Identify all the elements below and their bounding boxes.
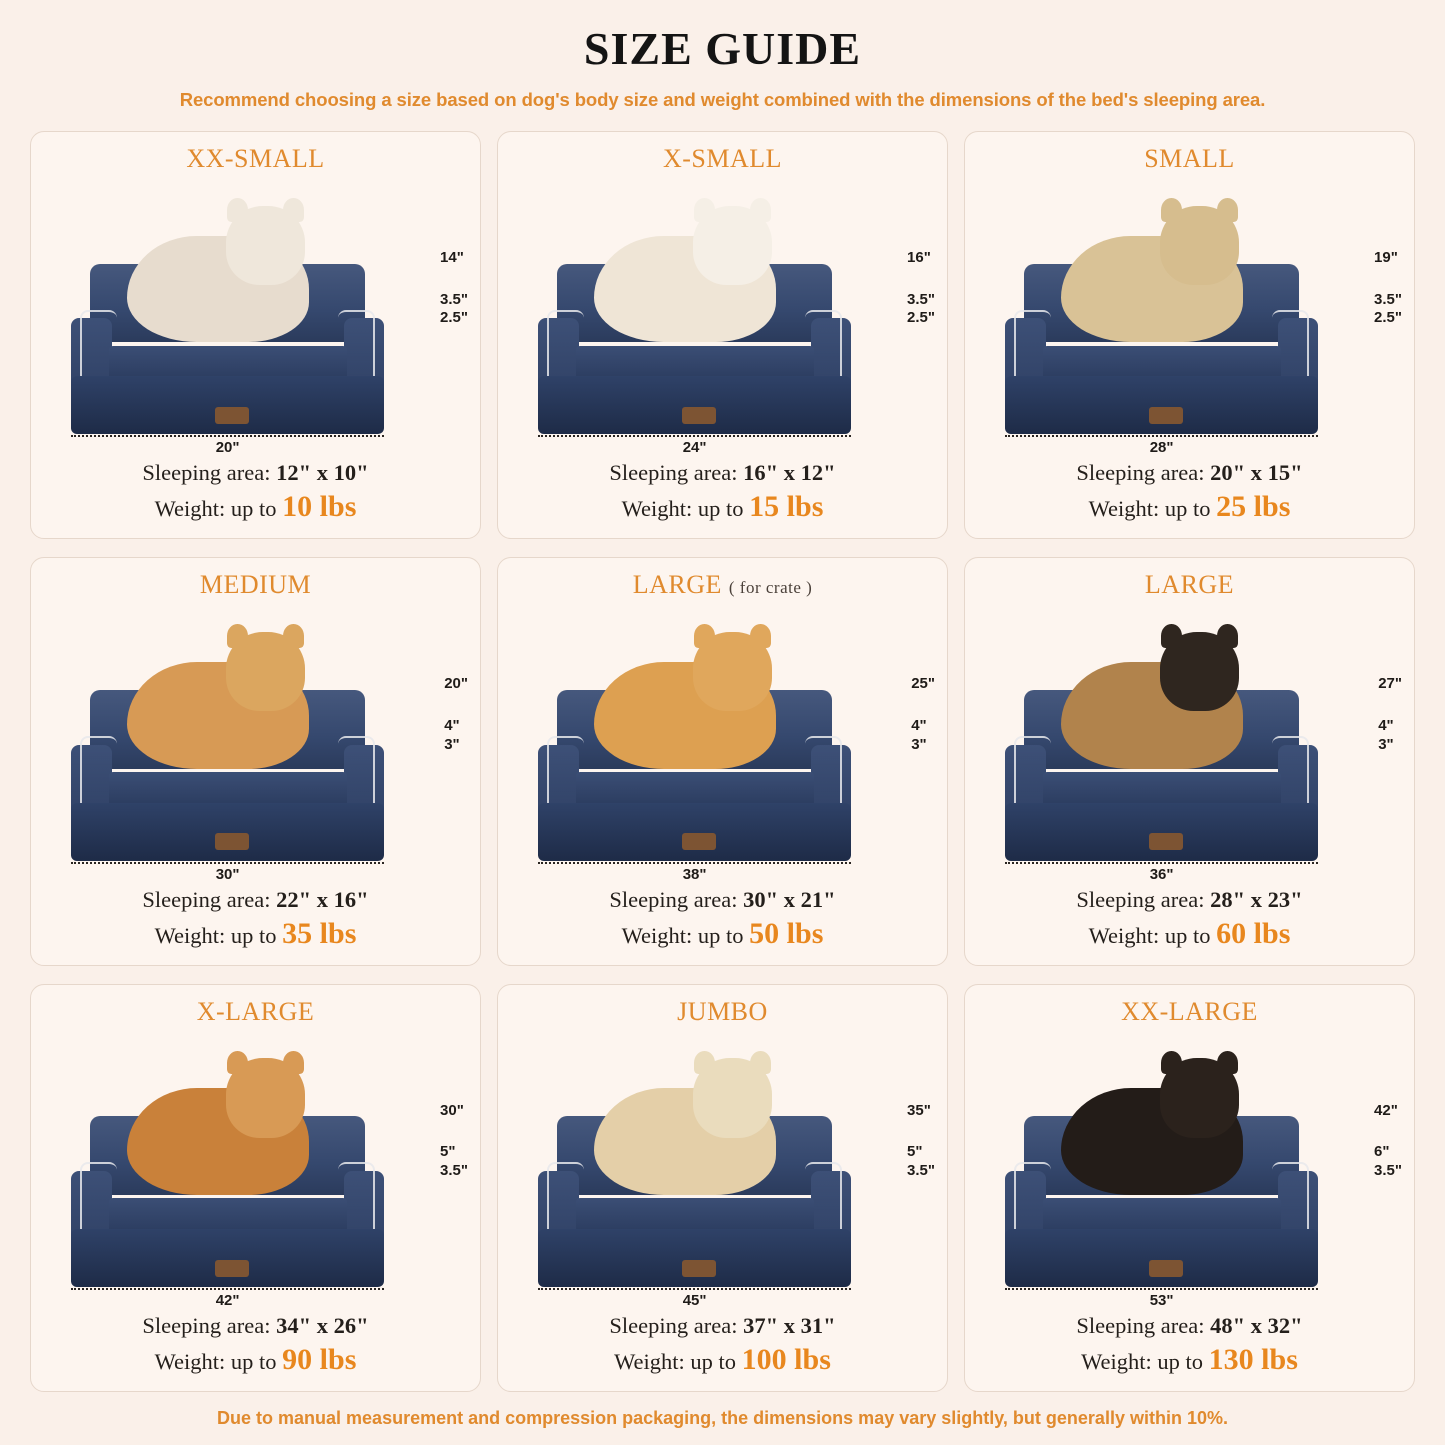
dog-head: [226, 206, 306, 285]
size-specs: [975, 1313, 1404, 1381]
dog-figure: [1061, 206, 1243, 342]
size-name: X-SMALL: [662, 144, 783, 173]
dimension-length: 24": [538, 435, 851, 456]
size-card: [964, 557, 1415, 965]
dimension-width: 35": [907, 1101, 931, 1119]
bed-piping-left: [1014, 310, 1050, 384]
bed-base: [538, 1229, 851, 1287]
sleeping-area-label: Sleeping area:: [142, 460, 277, 486]
bed-base: [71, 376, 384, 434]
bed-base: [71, 1229, 384, 1287]
dimension-width: 42": [1374, 1101, 1398, 1119]
size-specs: [41, 1313, 470, 1381]
dog-ear-right: [1217, 198, 1238, 222]
dog-head: [693, 206, 773, 285]
weight-row: [41, 1343, 470, 1377]
dimension-width: 20": [444, 675, 468, 693]
sleeping-area-value: 16" x 12": [743, 460, 836, 486]
brand-tag: [682, 1260, 716, 1277]
sleeping-area-value: 48" x 32": [1210, 1313, 1303, 1338]
dog-figure: [594, 1058, 776, 1194]
height-dimensions: [1374, 250, 1402, 326]
dimension-height: 6": [1374, 1143, 1390, 1161]
dog-ear-left: [1161, 624, 1182, 648]
dog-ear-left: [1161, 198, 1182, 222]
dog-bed-graphic: [71, 690, 384, 861]
size-specs: [41, 887, 470, 955]
sleeping-area-row: [975, 460, 1404, 486]
weight-value: 130 lbs: [1208, 1343, 1298, 1376]
dog-figure: [127, 206, 309, 342]
dog-figure: [594, 632, 776, 768]
size-card-title: [1144, 144, 1235, 174]
dog-head: [1160, 1058, 1240, 1137]
sleeping-area-label: Sleeping area:: [1076, 886, 1211, 912]
brand-tag: [682, 407, 716, 424]
page-title: SIZE GUIDE: [583, 23, 862, 74]
sleeping-area-label: Sleeping area:: [1076, 460, 1211, 486]
bed-base: [1005, 803, 1318, 861]
weight-label: Weight: up to: [621, 496, 750, 522]
bed-piping-right: [1272, 736, 1308, 810]
dimension-width: 25": [911, 675, 935, 693]
size-card-grid: [30, 131, 1415, 1392]
bed-piping-right: [805, 736, 841, 810]
dimension-depth: 3.5": [440, 1162, 468, 1180]
bed-piping-left: [80, 310, 116, 384]
height-dimensions: [907, 250, 935, 326]
size-card: [964, 131, 1415, 539]
size-card: [497, 131, 948, 539]
height-dimensions: [1378, 676, 1402, 752]
weight-value: 100 lbs: [741, 1343, 831, 1376]
weight-row: [41, 917, 470, 951]
size-card-title: [677, 997, 768, 1027]
weight-label: Weight: up to: [1081, 1349, 1209, 1374]
dimension-length: 45": [538, 1288, 851, 1309]
size-card-title: [1121, 997, 1258, 1027]
size-card: [30, 131, 481, 539]
height-dimensions: [444, 676, 468, 752]
dog-ear-right: [750, 198, 771, 222]
bed-piping-right: [338, 1162, 374, 1236]
dog-head: [693, 1058, 773, 1137]
bed-piping-right: [1272, 1162, 1308, 1236]
dog-head: [693, 632, 773, 711]
dog-ear-right: [283, 198, 304, 222]
sleeping-area-row: [41, 887, 470, 913]
size-specs: [975, 460, 1404, 528]
size-card-title: [1145, 570, 1234, 600]
weight-value: 15 lbs: [749, 490, 824, 524]
dog-figure: [594, 206, 776, 342]
size-name: MEDIUM: [199, 570, 312, 600]
weight-label: Weight: up to: [154, 922, 283, 948]
height-dimensions: [907, 1103, 935, 1179]
dimension-length: 38": [538, 862, 851, 883]
bed-piping-right: [338, 736, 374, 810]
bed-illustration: [41, 176, 470, 460]
bed-illustration: [41, 602, 470, 886]
sleeping-area-value: 34" x 26": [276, 1313, 369, 1338]
dog-bed-graphic: [1005, 264, 1318, 435]
bed-piping-left: [547, 310, 583, 384]
bed-piping-left: [1014, 1162, 1050, 1236]
height-dimensions: [440, 1103, 468, 1179]
dimension-length: 42": [71, 1288, 384, 1309]
sleeping-area-row: [975, 1313, 1404, 1339]
weight-label: Weight: up to: [1088, 922, 1217, 948]
footer-note: Due to manual measurement and compression packaging, the dimensions may vary slightly, but generally within 10%.: [217, 1408, 1228, 1428]
brand-tag: [1149, 833, 1183, 850]
dog-figure: [127, 1058, 309, 1194]
dog-bed-graphic: [538, 1116, 851, 1287]
dimension-length: 53": [1005, 1288, 1318, 1309]
sleeping-area-row: [508, 887, 937, 913]
weight-value: 35 lbs: [282, 916, 357, 950]
dimension-depth: 2.5": [440, 309, 468, 327]
height-dimensions: [911, 676, 935, 752]
dog-ear-right: [750, 1051, 771, 1075]
weight-value: 90 lbs: [282, 1343, 357, 1376]
sleeping-area-label: Sleeping area:: [609, 460, 744, 486]
size-specs: [508, 1313, 937, 1381]
sleeping-area-row: [975, 887, 1404, 913]
sleeping-area-label: Sleeping area:: [142, 1313, 277, 1338]
bed-piping-left: [80, 1162, 116, 1236]
brand-tag: [682, 833, 716, 850]
dog-ear-right: [283, 1051, 304, 1075]
brand-tag: [1149, 1260, 1183, 1277]
dog-ear-left: [1161, 1051, 1182, 1075]
sleeping-area-label: Sleeping area:: [142, 886, 277, 912]
dimension-depth: 2.5": [1374, 309, 1402, 327]
weight-row: [975, 490, 1404, 524]
sleeping-area-value: 20" x 15": [1210, 460, 1303, 486]
bed-base: [538, 803, 851, 861]
sleeping-area-label: Sleeping area:: [609, 886, 744, 912]
dog-figure: [1061, 632, 1243, 768]
weight-row: [508, 490, 937, 524]
weight-row: [975, 1343, 1404, 1377]
bed-illustration: [508, 176, 937, 460]
dog-bed-graphic: [1005, 690, 1318, 861]
weight-label: Weight: up to: [614, 1349, 742, 1374]
weight-row: [41, 490, 470, 524]
dog-figure: [1061, 1058, 1243, 1194]
bed-illustration: [508, 1029, 937, 1313]
dog-ear-left: [694, 624, 715, 648]
bed-piping-right: [1272, 310, 1308, 384]
weight-label: Weight: up to: [154, 496, 283, 522]
size-card: [497, 557, 948, 965]
weight-row: [508, 1343, 937, 1377]
bed-illustration: [975, 1029, 1404, 1313]
weight-row: [975, 917, 1404, 951]
dimension-height: 3.5": [907, 290, 935, 308]
dimension-depth: 3.5": [907, 1162, 935, 1180]
sleeping-area-label: Sleeping area:: [1076, 1313, 1211, 1338]
size-name: XX-SMALL: [186, 144, 325, 173]
bed-illustration: [41, 1029, 470, 1313]
dimension-height: 3.5": [1374, 290, 1402, 308]
size-card: [497, 984, 948, 1392]
size-card: [30, 984, 481, 1392]
bed-piping-right: [805, 310, 841, 384]
dog-head: [226, 1058, 306, 1137]
weight-row: [508, 917, 937, 951]
bed-base: [538, 376, 851, 434]
sleeping-area-row: [508, 460, 937, 486]
dimension-height: 5": [440, 1143, 456, 1161]
weight-label: Weight: up to: [621, 922, 750, 948]
brand-tag: [215, 833, 249, 850]
size-name: XX-LARGE: [1121, 996, 1258, 1026]
bed-base: [71, 803, 384, 861]
dog-ear-right: [1217, 1051, 1238, 1075]
sleeping-area-value: 28" x 23": [1210, 886, 1303, 912]
size-card: [30, 557, 481, 965]
sleeping-area-value: 30" x 21": [743, 886, 836, 912]
size-card-title: [633, 570, 813, 600]
dimension-length: 30": [71, 862, 384, 883]
dimension-width: 30": [440, 1101, 464, 1119]
dog-ear-right: [750, 624, 771, 648]
bed-illustration: [508, 602, 937, 886]
dimension-height: 4": [1378, 717, 1394, 734]
dog-ear-right: [1217, 624, 1238, 648]
dog-head: [1160, 206, 1240, 285]
dog-ear-left: [227, 624, 248, 648]
dimension-depth: 2.5": [907, 309, 935, 327]
size-card-title: [663, 144, 782, 174]
dimension-width: 16": [907, 248, 931, 266]
dog-ear-right: [283, 624, 304, 648]
size-specs: [41, 460, 470, 528]
dimension-depth: 3.5": [1374, 1162, 1402, 1180]
size-name: LARGE: [1144, 570, 1235, 600]
page-subtitle: Recommend choosing a size based on dog's body size and weight combined with the dimensions of the bed's sleeping area.: [179, 89, 1266, 110]
dimension-height: 4": [911, 717, 927, 734]
sleeping-area-label: Sleeping area:: [609, 1313, 744, 1338]
size-name: SMALL: [1144, 144, 1235, 173]
weight-value: 60 lbs: [1216, 916, 1291, 950]
weight-value: 25 lbs: [1216, 490, 1291, 524]
bed-piping-left: [1014, 736, 1050, 810]
size-specs: [508, 460, 937, 528]
size-specs: [975, 887, 1404, 955]
dimension-depth: 3": [1378, 735, 1394, 753]
dimension-depth: 3": [444, 735, 460, 753]
bed-illustration: [975, 176, 1404, 460]
bed-illustration: [975, 602, 1404, 886]
dog-head: [226, 632, 306, 711]
dimension-width: 27": [1378, 675, 1402, 693]
size-card-title: [186, 144, 324, 174]
brand-tag: [1149, 407, 1183, 424]
bed-piping-right: [338, 310, 374, 384]
dog-ear-left: [227, 1051, 248, 1075]
dimension-height: 5": [907, 1143, 923, 1161]
bed-base: [1005, 376, 1318, 434]
size-card: [964, 984, 1415, 1392]
size-name: LARGE: [632, 570, 722, 600]
bed-piping-right: [805, 1162, 841, 1236]
size-specs: [508, 887, 937, 955]
bed-piping-left: [547, 736, 583, 810]
brand-tag: [215, 1260, 249, 1277]
weight-label: Weight: up to: [154, 1349, 283, 1374]
bed-piping-left: [547, 1162, 583, 1236]
bed-piping-left: [80, 736, 116, 810]
dimension-height: 3.5": [440, 290, 468, 308]
dimension-depth: 3": [911, 735, 927, 753]
brand-tag: [215, 407, 249, 424]
dog-bed-graphic: [1005, 1116, 1318, 1287]
size-name: X-LARGE: [196, 996, 315, 1026]
dimension-length: 36": [1005, 862, 1318, 883]
sleeping-area-row: [41, 460, 470, 486]
size-name: JUMBO: [677, 996, 768, 1026]
weight-value: 10 lbs: [282, 490, 357, 524]
sleeping-area-row: [41, 1313, 470, 1339]
sleeping-area-value: 12" x 10": [276, 460, 369, 486]
size-card-title: [197, 997, 315, 1027]
dimension-width: 19": [1374, 248, 1398, 266]
dog-ear-left: [694, 1051, 715, 1075]
weight-label: Weight: up to: [1088, 496, 1217, 522]
dog-bed-graphic: [538, 264, 851, 435]
dimension-length: 28": [1005, 435, 1318, 456]
sleeping-area-row: [508, 1313, 937, 1339]
dog-bed-graphic: [71, 264, 384, 435]
height-dimensions: [1374, 1103, 1402, 1179]
dog-ear-left: [227, 198, 248, 222]
bed-base: [1005, 1229, 1318, 1287]
dog-head: [1160, 632, 1240, 711]
dimension-length: 20": [71, 435, 384, 456]
size-note: ( for crate ): [728, 578, 813, 598]
sleeping-area-value: 22" x 16": [276, 886, 369, 912]
size-card-title: [200, 570, 311, 600]
sleeping-area-value: 37" x 31": [743, 1313, 836, 1338]
dog-ear-left: [694, 198, 715, 222]
dog-bed-graphic: [538, 690, 851, 861]
weight-value: 50 lbs: [749, 916, 824, 950]
dimension-width: 14": [440, 248, 464, 266]
dimension-height: 4": [444, 717, 460, 734]
height-dimensions: [440, 250, 468, 326]
dog-figure: [127, 632, 309, 768]
dog-bed-graphic: [71, 1116, 384, 1287]
